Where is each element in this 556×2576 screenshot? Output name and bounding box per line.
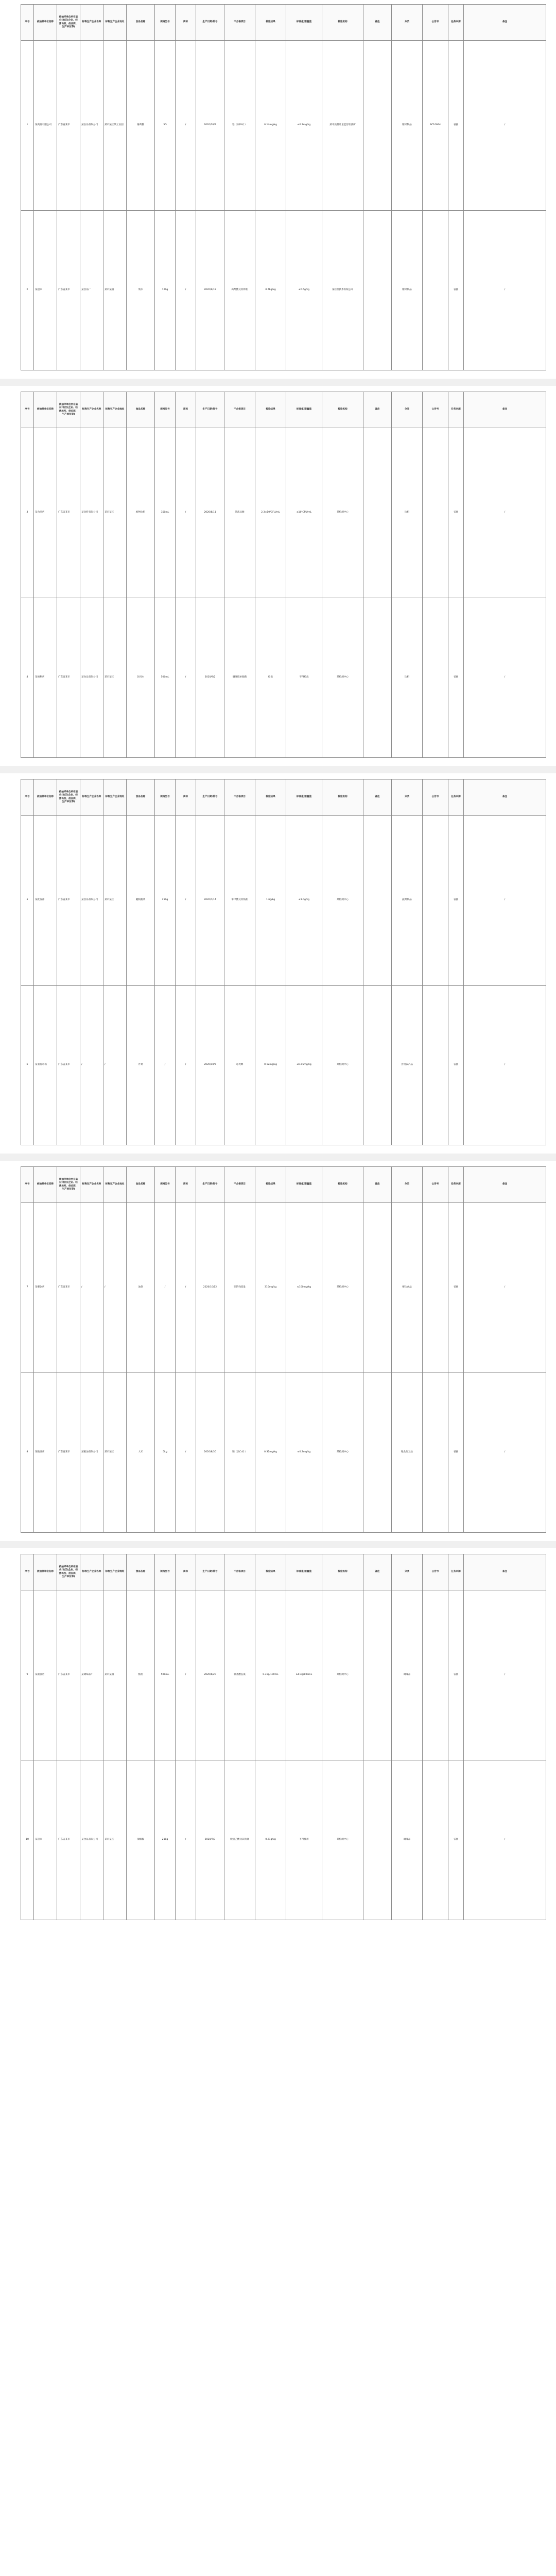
results-table (21, 779, 546, 1145)
cell-remark: / (464, 1203, 546, 1373)
cell-item: 铝的残留量 (224, 1203, 255, 1373)
header-cell: 不合格项目 (224, 1167, 255, 1203)
header-cell: 商标 (176, 779, 196, 816)
table-page (21, 779, 535, 1145)
cell-spec: 120g (155, 211, 176, 370)
cell-producer: 某调味品厂 (80, 1590, 103, 1760)
header-cell: 分类 (392, 392, 423, 428)
header-cell: 分类 (392, 779, 423, 816)
header-cell: 序号 (21, 779, 34, 816)
cell-serial: 5 (21, 816, 34, 986)
header-cell: 备注 (464, 5, 546, 41)
cell-producer: / (80, 986, 103, 1145)
page-separator (0, 1154, 556, 1161)
cell-brand: / (176, 211, 196, 370)
cell-spec: 500mL (155, 1590, 176, 1760)
cell-sampled-unit: 某餐饮店 (34, 1203, 57, 1373)
header-cell: 标称生产企业地址 (103, 392, 127, 428)
cell-result: 0.32mg/kg (255, 1373, 286, 1533)
cell-lab: 某检测中心 (322, 816, 363, 986)
cell-brand: / (176, 428, 196, 598)
header-cell: 备注 (363, 5, 392, 41)
header-cell: 检验结果 (255, 5, 286, 41)
header-cell: 序号 (21, 1167, 34, 1203)
cell-sampled-unit: 某食品店 (34, 428, 57, 598)
results-table (21, 1554, 546, 1920)
header-cell: 标称生产企业地址 (103, 1167, 127, 1203)
cell-food-name: 芹菜 (127, 986, 155, 1145)
cell-notice (423, 1373, 448, 1533)
header-cell: 公告号 (423, 779, 448, 816)
cell-date: 2020/10/9 (196, 41, 224, 211)
cell-serial: 1 (21, 41, 34, 211)
cell-category: 调味品 (392, 1760, 423, 1920)
cell-source: 省抽 (448, 816, 464, 986)
cell-date: 2020/9/18 (196, 211, 224, 370)
table-row (21, 1373, 546, 1533)
cell-standard: 不得使用 (286, 1760, 322, 1920)
results-table (21, 4, 546, 370)
header-cell: 检验结果 (255, 1554, 286, 1590)
results-table (21, 1166, 546, 1533)
cell-sampled-unit: 某超市 (34, 1760, 57, 1920)
header-cell: 检验机构 (322, 5, 363, 41)
header-cell: 备注 (363, 1167, 392, 1203)
table-page (21, 4, 535, 370)
cell-sampled-unit: 某批发部 (34, 816, 57, 986)
cell-lab: 某检测中心 (322, 1590, 363, 1760)
cell-producer-address: 某市某区 (103, 428, 127, 598)
cell-producer-address: 某市某区 (103, 1760, 127, 1920)
cell-producer-address: 某市某区 (103, 1373, 127, 1533)
cell-producer: 某食品有限公司 (80, 1760, 103, 1920)
table-page (21, 392, 535, 758)
cell-food-name: 腌制蔬菜 (127, 816, 155, 986)
cell-serial: 10 (21, 1760, 34, 1920)
cell-category: 食用农产品 (392, 986, 423, 1145)
header-cell: 不合格项目 (224, 1554, 255, 1590)
cell-notice (423, 816, 448, 986)
cell-remark: / (464, 598, 546, 758)
cell-spec: / (155, 1203, 176, 1373)
cell-lab: 某市质量计量监督检测所 (322, 41, 363, 211)
cell-remark: / (464, 1760, 546, 1920)
cell-note (363, 41, 392, 211)
cell-notice (423, 1203, 448, 1373)
table-row (21, 1203, 546, 1373)
header-cell: 标准值/限量值 (286, 392, 322, 428)
cell-standard: ≤0.2mg/kg (286, 1373, 322, 1533)
header-cell: 公告号 (423, 1167, 448, 1203)
cell-brand: / (176, 41, 196, 211)
header-cell: 生产日期/批号 (196, 779, 224, 816)
cell-province: 广东省某市 (57, 1373, 80, 1533)
header-cell: 不合格项目 (224, 392, 255, 428)
table-row (21, 41, 546, 211)
cell-date: 2020/10/5 (196, 986, 224, 1145)
cell-food-name: 酱油 (127, 1590, 155, 1760)
cell-province: 广东省某市 (57, 1760, 80, 1920)
cell-brand: / (176, 1760, 196, 1920)
header-cell: 商标 (176, 392, 196, 428)
cell-item: 苯甲酸及其钠盐 (224, 816, 255, 986)
cell-standard: ≥0.4g/100mL (286, 1590, 322, 1760)
header-cell: 任务来源 (448, 1554, 464, 1590)
cell-note (363, 816, 392, 986)
header-cell: 食品名称 (127, 392, 155, 428)
cell-lab: 某检测中心 (322, 1373, 363, 1533)
cell-sampled-unit: 某副食店 (34, 1590, 57, 1760)
cell-brand: / (176, 1373, 196, 1533)
cell-date: 2020/8/11 (196, 428, 224, 598)
cell-source: 省抽 (448, 1760, 464, 1920)
cell-item: 铅（以Pb计） (224, 41, 255, 211)
cell-spec: 3G (155, 41, 176, 211)
table-row (21, 1760, 546, 1920)
header-cell: 规格型号 (155, 1554, 176, 1590)
cell-serial: 3 (21, 428, 34, 598)
cell-standard: ≤1.0g/kg (286, 816, 322, 986)
cell-result: 0.31g/100mL (255, 1590, 286, 1760)
cell-food-name: 大米 (127, 1373, 155, 1533)
cell-province: 广东省某市 (57, 1590, 80, 1760)
cell-item: 铜绿假单胞菌 (224, 598, 255, 758)
cell-result: 2.3×10⁴CFU/mL (255, 428, 286, 598)
cell-standard: 不得检出 (286, 598, 322, 758)
header-cell: 被抽样单位所在省份/地区(企业、经营场所、供应商、生产单位等) (57, 5, 80, 41)
header-cell: 标准值/限量值 (286, 5, 322, 41)
cell-brand: / (176, 598, 196, 758)
cell-category: 粮食加工品 (392, 1373, 423, 1533)
header-cell: 备注 (363, 392, 392, 428)
cell-lab: 某检测中心 (322, 428, 363, 598)
header-cell: 被抽样单位名称 (34, 5, 57, 41)
header-cell: 标称生产企业地址 (103, 779, 127, 816)
cell-result: 0.14mg/kg (255, 41, 286, 211)
cell-remark: / (464, 428, 546, 598)
table-row (21, 816, 546, 986)
cell-date: 2020/7/14 (196, 816, 224, 986)
cell-notice (423, 428, 448, 598)
cell-category: 蔬菜制品 (392, 816, 423, 986)
header-cell: 序号 (21, 5, 34, 41)
header-cell: 备注 (464, 1554, 546, 1590)
cell-brand: / (176, 986, 196, 1145)
cell-sampled-unit: 某超市 (34, 211, 57, 370)
cell-result: 0.12mg/kg (255, 986, 286, 1145)
header-cell: 标准值/限量值 (286, 779, 322, 816)
table-page (21, 1554, 535, 1920)
cell-producer-address: 某市某区 (103, 816, 127, 986)
cell-province: 广东省某市 (57, 816, 80, 986)
cell-spec: 350mL (155, 428, 176, 598)
cell-source: 省抽 (448, 428, 464, 598)
header-cell: 备注 (464, 1167, 546, 1203)
header-cell: 标称生产企业名称 (80, 5, 103, 41)
cell-category: 餐饮食品 (392, 1203, 423, 1373)
cell-date: 2020/6/20 (196, 1590, 224, 1760)
header-cell: 检验机构 (322, 392, 363, 428)
page-separator (0, 1541, 556, 1548)
header-cell: 检验结果 (255, 392, 286, 428)
cell-note (363, 211, 392, 370)
header-cell: 任务来源 (448, 5, 464, 41)
cell-serial: 7 (21, 1203, 34, 1373)
cell-remark: / (464, 816, 546, 986)
cell-producer-address: / (103, 986, 127, 1145)
cell-producer: 某食品厂 (80, 211, 103, 370)
cell-note (363, 1590, 392, 1760)
cell-sampled-unit: 某粮油店 (34, 1373, 57, 1533)
cell-source: 省抽 (448, 211, 464, 370)
cell-province: 广东省某市 (57, 211, 80, 370)
table-row (21, 211, 546, 370)
header-cell: 商标 (176, 1167, 196, 1203)
cell-brand: / (176, 816, 196, 986)
header-cell: 被抽样单位所在省份/地区(企业、经营场所、供应商、生产单位等) (57, 779, 80, 816)
cell-producer: 某饮料有限公司 (80, 428, 103, 598)
header-cell: 被抽样单位所在省份/地区(企业、经营场所、供应商、生产单位等) (57, 1554, 80, 1590)
table-row (21, 598, 546, 758)
cell-note (363, 598, 392, 758)
header-cell: 被抽样单位名称 (34, 392, 57, 428)
header-cell: 商标 (176, 1554, 196, 1590)
cell-note (363, 986, 392, 1145)
cell-producer: 某食品有限公司 (80, 816, 103, 986)
cell-producer: 某粮油有限公司 (80, 1373, 103, 1533)
header-cell: 生产日期/批号 (196, 5, 224, 41)
header-cell: 公告号 (423, 1554, 448, 1590)
cell-food-name: 薄荷糖 (127, 41, 155, 211)
cell-result: 0.76g/kg (255, 211, 286, 370)
header-cell: 标称生产企业地址 (103, 5, 127, 41)
cell-category: 糖果制品 (392, 211, 423, 370)
cell-serial: 9 (21, 1590, 34, 1760)
cell-notice (423, 986, 448, 1145)
cell-date: 2020/7/7 (196, 1760, 224, 1920)
cell-note (363, 1760, 392, 1920)
results-table (21, 392, 546, 758)
cell-item: 山梨酸及其钾盐 (224, 211, 255, 370)
header-cell: 标准值/限量值 (286, 1167, 322, 1203)
cell-date: 2020/8/30 (196, 1373, 224, 1533)
cell-item: 脱氢乙酸及其钠盐 (224, 1760, 255, 1920)
cell-food-name: 果冻 (127, 211, 155, 370)
cell-producer-address: 某市某区某工业园 (103, 41, 127, 211)
header-cell: 生产日期/批号 (196, 1554, 224, 1590)
header-cell: 生产日期/批号 (196, 1167, 224, 1203)
header-cell: 序号 (21, 392, 34, 428)
header-cell: 标准值/限量值 (286, 1554, 322, 1590)
header-cell: 检验结果 (255, 1167, 286, 1203)
cell-note (363, 1203, 392, 1373)
table-row (21, 428, 546, 598)
cell-source: 省抽 (448, 1203, 464, 1373)
cell-source: 省抽 (448, 1373, 464, 1533)
cell-food-name: 油条 (127, 1203, 155, 1373)
cell-result: 检出 (255, 598, 286, 758)
cell-source: 省抽 (448, 1590, 464, 1760)
cell-lab: 某检测技术有限公司 (322, 211, 363, 370)
cell-producer-address: 某市某区 (103, 598, 127, 758)
cell-standard: ≤0.5g/kg (286, 211, 322, 370)
cell-food-name: 饮用水 (127, 598, 155, 758)
cell-remark: / (464, 1373, 546, 1533)
cell-sampled-unit: 某便利店 (34, 598, 57, 758)
header-cell: 备注 (363, 779, 392, 816)
cell-lab: 某检测中心 (322, 986, 363, 1145)
cell-result: 310mg/kg (255, 1203, 286, 1373)
header-cell: 序号 (21, 1554, 34, 1590)
cell-item: 氨基酸态氮 (224, 1590, 255, 1760)
header-cell: 被抽样单位名称 (34, 1167, 57, 1203)
header-cell: 分类 (392, 5, 423, 41)
cell-serial: 2 (21, 211, 34, 370)
cell-result: 0.21g/kg (255, 1760, 286, 1920)
cell-note (363, 428, 392, 598)
header-cell: 备注 (464, 779, 546, 816)
header-cell: 检验机构 (322, 779, 363, 816)
header-cell: 规格型号 (155, 779, 176, 816)
header-cell: 检验结果 (255, 779, 286, 816)
cell-producer-address: 某市某镇 (103, 1590, 127, 1760)
cell-item: 镉（以Cd计） (224, 1373, 255, 1533)
header-cell: 标称生产企业名称 (80, 1167, 103, 1203)
cell-spec: / (155, 986, 176, 1145)
header-cell: 生产日期/批号 (196, 392, 224, 428)
header-cell: 备注 (464, 392, 546, 428)
header-cell: 标称生产企业名称 (80, 779, 103, 816)
cell-serial: 8 (21, 1373, 34, 1533)
cell-producer: 某食品有限公司 (80, 598, 103, 758)
cell-remark: / (464, 211, 546, 370)
cell-standard: ≤100mg/kg (286, 1203, 322, 1373)
cell-category: 糖果制品 (392, 41, 423, 211)
header-cell: 不合格项目 (224, 779, 255, 816)
cell-date: 2020/9/2 (196, 598, 224, 758)
cell-serial: 4 (21, 598, 34, 758)
cell-spec: 500mL (155, 598, 176, 758)
cell-category: 饮料 (392, 598, 423, 758)
cell-notice (423, 211, 448, 370)
header-cell: 商标 (176, 5, 196, 41)
cell-sampled-unit: 某商贸有限公司 (34, 41, 57, 211)
table-row (21, 1590, 546, 1760)
cell-notice (423, 1590, 448, 1760)
header-cell: 任务来源 (448, 779, 464, 816)
header-cell: 任务来源 (448, 1167, 464, 1203)
header-cell: 被抽样单位所在省份/地区(企业、经营场所、供应商、生产单位等) (57, 392, 80, 428)
cell-standard: ≤0.05mg/kg (286, 986, 322, 1145)
cell-food-name: 辣椒酱 (127, 1760, 155, 1920)
header-cell: 标称生产企业名称 (80, 1554, 103, 1590)
cell-province: 广东省某市 (57, 986, 80, 1145)
cell-notice (423, 1760, 448, 1920)
cell-serial: 6 (21, 986, 34, 1145)
cell-brand: / (176, 1203, 196, 1373)
cell-standard: ≤10²CFU/mL (286, 428, 322, 598)
cell-source: 省抽 (448, 41, 464, 211)
cell-province: 广东省某市 (57, 41, 80, 211)
cell-brand: / (176, 1590, 196, 1760)
header-cell: 检验机构 (322, 1167, 363, 1203)
header-cell: 规格型号 (155, 5, 176, 41)
header-cell: 食品名称 (127, 779, 155, 816)
cell-lab: 某检测中心 (322, 1760, 363, 1920)
table-row (21, 986, 546, 1145)
header-cell: 备注 (363, 1554, 392, 1590)
cell-remark: / (464, 1590, 546, 1760)
cell-spec: 250g (155, 816, 176, 986)
cell-notice: SC10844 (423, 41, 448, 211)
cell-standard: ≤0.1mg/kg (286, 41, 322, 211)
header-cell: 公告号 (423, 392, 448, 428)
cell-food-name: 植物饮料 (127, 428, 155, 598)
header-cell: 规格型号 (155, 1167, 176, 1203)
cell-spec: 210g (155, 1760, 176, 1920)
cell-result: 1.6g/kg (255, 816, 286, 986)
header-cell: 公告号 (423, 5, 448, 41)
header-cell: 不合格项目 (224, 5, 255, 41)
cell-category: 饮料 (392, 428, 423, 598)
cell-category: 调味品 (392, 1590, 423, 1760)
cell-province: 广东省某市 (57, 428, 80, 598)
header-cell: 检验机构 (322, 1554, 363, 1590)
cell-lab: 某检测中心 (322, 1203, 363, 1373)
cell-spec: 5kg (155, 1373, 176, 1533)
cell-producer-address: 某市某镇 (103, 211, 127, 370)
header-cell: 被抽样单位名称 (34, 779, 57, 816)
header-cell: 被抽样单位名称 (34, 1554, 57, 1590)
header-cell: 分类 (392, 1554, 423, 1590)
cell-province: 广东省某市 (57, 1203, 80, 1373)
header-cell: 食品名称 (127, 5, 155, 41)
cell-remark: / (464, 41, 546, 211)
cell-source: 省抽 (448, 598, 464, 758)
cell-source: 省抽 (448, 986, 464, 1145)
header-cell: 标称生产企业地址 (103, 1554, 127, 1590)
page-separator (0, 766, 556, 773)
cell-lab: 某检测中心 (322, 598, 363, 758)
cell-province: 广东省某市 (57, 598, 80, 758)
header-cell: 标称生产企业名称 (80, 392, 103, 428)
page-separator (0, 379, 556, 386)
header-cell: 任务来源 (448, 392, 464, 428)
cell-notice (423, 598, 448, 758)
header-cell: 被抽样单位所在省份/地区(企业、经营场所、供应商、生产单位等) (57, 1167, 80, 1203)
cell-note (363, 1373, 392, 1533)
cell-producer: / (80, 1203, 103, 1373)
header-cell: 分类 (392, 1167, 423, 1203)
header-cell: 食品名称 (127, 1554, 155, 1590)
cell-producer-address: / (103, 1203, 127, 1373)
header-cell: 食品名称 (127, 1167, 155, 1203)
cell-item: 菌落总数 (224, 428, 255, 598)
cell-date: 2020/10/12 (196, 1203, 224, 1373)
cell-item: 毒死蜱 (224, 986, 255, 1145)
header-cell: 规格型号 (155, 392, 176, 428)
table-page (21, 1166, 535, 1533)
cell-sampled-unit: 某农贸市场 (34, 986, 57, 1145)
cell-producer: 某食品有限公司 (80, 41, 103, 211)
cell-remark: / (464, 986, 546, 1145)
